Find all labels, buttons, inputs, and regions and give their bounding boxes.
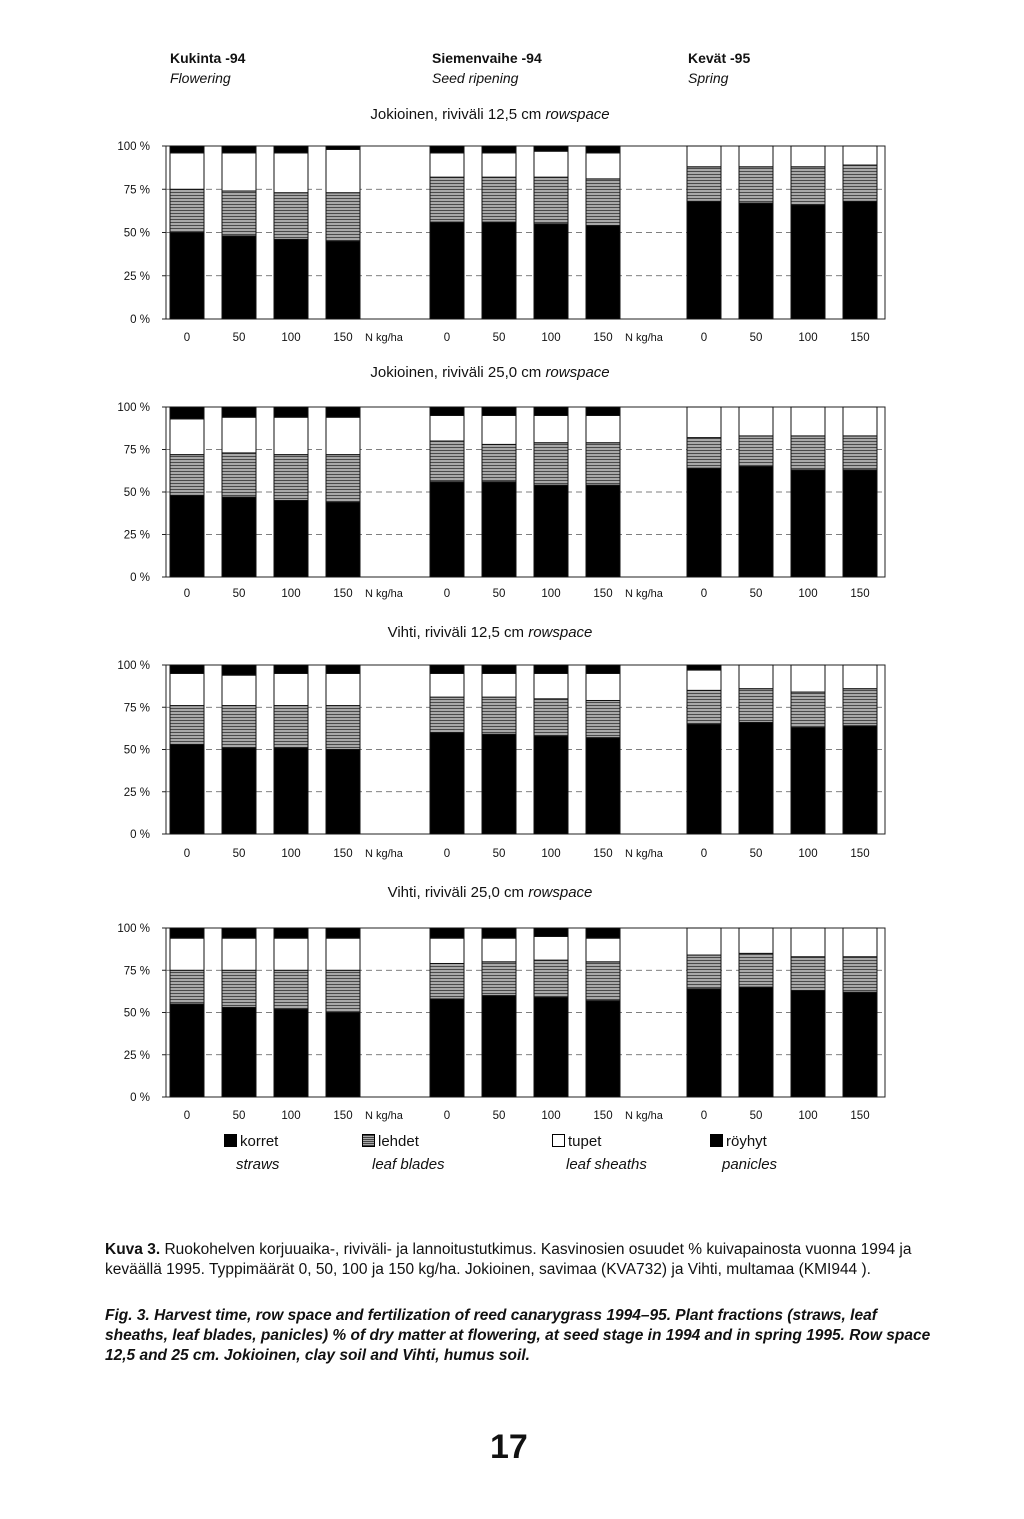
bar-segment-panicles <box>326 928 360 938</box>
bar-segment-straws <box>739 467 773 578</box>
x-tick-label: 0 <box>700 332 708 344</box>
bar-segment-leaf-blades <box>739 689 773 723</box>
bar-segment-panicles <box>482 928 516 938</box>
legend-en-panicles: panicles <box>722 1156 778 1173</box>
x-tick-label: 50 <box>749 848 763 860</box>
bar-segment-straws <box>222 236 256 319</box>
x-tick-label: 100 <box>798 848 818 860</box>
bar-segment-leaf-sheaths <box>430 938 464 963</box>
y-tick-label: 25 % <box>123 270 150 283</box>
bar-segment-leaf-blades <box>222 453 256 497</box>
bar-segment-leaf-sheaths <box>326 149 360 192</box>
x-tick-label: 50 <box>232 848 246 860</box>
bar-segment-leaf-blades <box>430 963 464 998</box>
bar-segment-leaf-blades <box>170 455 204 496</box>
bar-segment-leaf-sheaths <box>222 153 256 191</box>
x-tick-label: 50 <box>749 332 763 344</box>
legend-swatch-leaf-blades <box>362 1134 375 1147</box>
legend-item-leaf-blades <box>362 1133 419 1150</box>
bar-segment-leaf-sheaths <box>843 928 877 957</box>
bar-segment-leaf-sheaths <box>586 153 620 179</box>
bar-segment-panicles <box>326 146 360 149</box>
x-tick-label: 50 <box>749 588 763 600</box>
bar-segment-leaf-blades <box>274 706 308 748</box>
bar-segment-leaf-blades <box>326 970 360 1012</box>
bar-segment-panicles <box>586 665 620 673</box>
legend-item-straws <box>224 1133 278 1150</box>
bar-segment-panicles <box>586 146 620 153</box>
bar-segment-panicles <box>482 665 516 673</box>
bar-segment-leaf-sheaths <box>274 938 308 970</box>
x-tick-label: 100 <box>541 588 561 600</box>
y-tick-label: 25 % <box>123 786 150 799</box>
x-tick-label: 0 <box>443 1110 451 1122</box>
legend-item-leaf-sheaths <box>552 1133 601 1150</box>
caption-fi-text: Ruokohelven korjuuaika-, riviväli- ja lannoitustutkimus. Kasvinosien osuudet % kuivapainosta vuonna 1994 ja keväällä 1995. Typpimäärät 0, 50, 100 ja 150 kg/ha. Jokioinen, savimaa (KVA732) ja Vihti, multamaa (KMI944 ). <box>105 1241 912 1278</box>
y-tick-label: 0 % <box>130 1092 150 1104</box>
bar-segment-straws <box>586 226 620 319</box>
x-tick-label: 100 <box>798 1110 818 1122</box>
bar-segment-leaf-blades <box>534 960 568 997</box>
bar-segment-straws <box>222 497 256 577</box>
bar-segment-leaf-blades <box>586 443 620 486</box>
bar-segment-panicles <box>170 407 204 419</box>
bar-segment-straws <box>430 999 464 1097</box>
y-tick-label: 0 % <box>130 572 150 584</box>
bar-segment-panicles <box>482 146 516 153</box>
bar-segment-leaf-blades <box>482 697 516 734</box>
bar-segment-leaf-blades <box>430 697 464 732</box>
y-tick-label: 50 % <box>123 487 150 499</box>
x-tick-label: 0 <box>700 848 708 860</box>
y-tick-label: 50 % <box>123 744 150 757</box>
bar-segment-leaf-sheaths <box>739 665 773 689</box>
legend-item-panicles <box>710 1133 767 1150</box>
bar-segment-leaf-sheaths <box>687 670 721 690</box>
caption-finnish <box>105 1240 935 1280</box>
bar-segment-leaf-sheaths <box>843 665 877 689</box>
bar-segment-leaf-blades <box>430 177 464 222</box>
y-tick-label: 50 % <box>123 1007 150 1020</box>
x-unit-label: N kg/ha <box>625 1110 663 1122</box>
x-tick-label: 50 <box>232 332 246 344</box>
legend-label-leaf-sheaths: tupet <box>568 1133 602 1150</box>
bar-segment-leaf-blades <box>430 441 464 482</box>
bar-segment-straws <box>791 991 825 1097</box>
bar-segment-leaf-sheaths <box>791 928 825 957</box>
x-tick-label: 0 <box>700 1110 708 1122</box>
legend-swatch-leaf-sheaths <box>552 1134 565 1147</box>
bar-segment-straws <box>534 736 568 834</box>
bar-segment-straws <box>482 734 516 834</box>
bar-segment-panicles <box>430 928 464 938</box>
chart-title: Vihti, riviväli 25,0 cm rowspace <box>387 884 593 901</box>
legend-label-panicles: röyhyt <box>726 1133 767 1150</box>
y-tick-label: 25 % <box>123 529 150 542</box>
x-tick-label: 0 <box>700 588 708 600</box>
bar-segment-leaf-sheaths <box>687 146 721 167</box>
bar-segment-leaf-blades <box>791 167 825 205</box>
bar-segment-leaf-sheaths <box>222 417 256 453</box>
bar-segment-leaf-blades <box>843 436 877 470</box>
bar-segment-leaf-blades <box>326 455 360 503</box>
bar-segment-leaf-sheaths <box>791 407 825 436</box>
bar-segment-leaf-sheaths <box>534 151 568 177</box>
bar-segment-panicles <box>326 665 360 673</box>
bar-segment-panicles <box>170 928 204 938</box>
bar-segment-straws <box>170 744 204 834</box>
x-tick-label: 0 <box>183 588 191 600</box>
bar-segment-panicles <box>170 665 204 673</box>
bar-segment-panicles <box>586 407 620 416</box>
x-unit-label: N kg/ha <box>625 588 663 600</box>
bar-segment-straws <box>843 726 877 834</box>
x-tick-label: 150 <box>593 332 613 344</box>
bar-segment-panicles <box>534 665 568 673</box>
bar-segment-straws <box>687 201 721 319</box>
x-tick-label: 100 <box>798 588 818 600</box>
bar-segment-straws <box>534 485 568 577</box>
bar-segment-straws <box>687 989 721 1097</box>
bar-segment-straws <box>534 224 568 319</box>
x-tick-label: 100 <box>798 332 818 344</box>
bar-segment-leaf-blades <box>791 957 825 991</box>
bar-segment-leaf-sheaths <box>222 675 256 705</box>
legend-label-leaf-blades: lehdet <box>378 1133 419 1150</box>
x-tick-label: 150 <box>333 332 353 344</box>
bar-segment-leaf-sheaths <box>170 673 204 705</box>
caption-en-text: Harvest time, row space and fertilization of reed canarygrass 1994–95. Plant fractions (straws, leaf sheaths, leaf blades, panicles) % of dry matter at flowering, at seed stage in 1994 and in spring 1995. Row space 12,5 and 25 cm. Jokioinen, clay soil and Vihti, humus soil. <box>105 1307 931 1364</box>
bar-segment-straws <box>534 997 568 1097</box>
bar-segment-panicles <box>274 928 308 938</box>
bar-segment-panicles <box>222 928 256 938</box>
bar-segment-leaf-sheaths <box>687 928 721 955</box>
y-tick-label: 0 % <box>130 829 150 841</box>
x-tick-label: 150 <box>850 1110 870 1122</box>
bar-segment-straws <box>791 470 825 577</box>
bar-segment-straws <box>586 1001 620 1097</box>
header-flowering-en: Flowering <box>170 70 231 86</box>
bar-segment-panicles <box>326 407 360 417</box>
bar-segment-straws <box>326 241 360 319</box>
bar-segment-leaf-sheaths <box>482 673 516 697</box>
x-tick-label: 100 <box>281 332 301 344</box>
bar-segment-leaf-blades <box>586 179 620 226</box>
x-tick-label: 150 <box>850 848 870 860</box>
bar-segment-leaf-sheaths <box>739 146 773 167</box>
y-tick-label: 50 % <box>123 227 150 240</box>
bar-segment-panicles <box>222 146 256 153</box>
bar-segment-leaf-sheaths <box>482 153 516 177</box>
page-number: 17 <box>490 1428 528 1466</box>
bar-segment-leaf-blades <box>843 957 877 992</box>
bar-segment-leaf-blades <box>482 177 516 222</box>
x-tick-label: 100 <box>281 848 301 860</box>
bar-segment-leaf-blades <box>687 690 721 724</box>
x-tick-label: 150 <box>593 588 613 600</box>
caption-en-label: Fig. 3. <box>105 1307 150 1324</box>
bar-segment-leaf-sheaths <box>326 417 360 454</box>
bar-segment-straws <box>326 750 360 835</box>
bar-segment-leaf-blades <box>222 706 256 748</box>
bar-segment-straws <box>274 1009 308 1097</box>
x-tick-label: 0 <box>183 848 191 860</box>
bar-segment-panicles <box>430 146 464 153</box>
x-unit-label: N kg/ha <box>365 332 403 344</box>
x-tick-label: 50 <box>492 332 506 344</box>
y-tick-label: 25 % <box>123 1049 150 1062</box>
bar-segment-leaf-blades <box>482 962 516 996</box>
bar-segment-leaf-blades <box>170 706 204 745</box>
bar-segment-leaf-sheaths <box>843 146 877 165</box>
bar-segment-straws <box>791 205 825 319</box>
caption-fi-label: Kuva 3. <box>105 1241 161 1258</box>
legend-en-leaf-sheaths: leaf sheaths <box>566 1156 647 1173</box>
x-tick-label: 50 <box>232 1110 246 1122</box>
bar-segment-leaf-sheaths <box>170 938 204 970</box>
bar-segment-leaf-sheaths <box>843 407 877 436</box>
x-tick-label: 50 <box>492 1110 506 1122</box>
x-tick-label: 150 <box>850 332 870 344</box>
bar-segment-leaf-blades <box>482 444 516 481</box>
bar-segment-leaf-blades <box>586 700 620 737</box>
bar-segment-leaf-sheaths <box>791 146 825 167</box>
header-seed-fi: Siemenvaihe -94 <box>432 50 542 66</box>
legend-label-straws: korret <box>240 1133 279 1150</box>
x-unit-label: N kg/ha <box>365 588 403 600</box>
bar-segment-straws <box>687 468 721 577</box>
bar-segment-leaf-sheaths <box>326 673 360 705</box>
y-tick-label: 0 % <box>130 314 150 326</box>
y-tick-label: 100 % <box>117 923 150 935</box>
bar-segment-leaf-blades <box>534 177 568 224</box>
bar-segment-leaf-sheaths <box>739 928 773 953</box>
x-tick-label: 50 <box>492 848 506 860</box>
x-tick-label: 100 <box>281 588 301 600</box>
bar-segment-leaf-blades <box>791 692 825 727</box>
x-tick-label: 150 <box>593 848 613 860</box>
bar-segment-leaf-blades <box>739 167 773 203</box>
x-unit-label: N kg/ha <box>365 1110 403 1122</box>
bar-segment-leaf-blades <box>170 189 204 232</box>
bar-segment-straws <box>222 748 256 834</box>
bar-segment-leaf-sheaths <box>534 673 568 698</box>
y-tick-label: 100 % <box>117 402 150 414</box>
bar-segment-panicles <box>170 146 204 153</box>
header-spring-fi: Kevät -95 <box>688 50 751 66</box>
caption-english <box>105 1306 935 1366</box>
x-tick-label: 100 <box>541 332 561 344</box>
bar-segment-leaf-sheaths <box>430 673 464 697</box>
bar-segment-leaf-blades <box>326 706 360 750</box>
bar-segment-straws <box>739 203 773 319</box>
bar-segment-leaf-blades <box>739 953 773 987</box>
bar-segment-leaf-blades <box>687 438 721 469</box>
x-tick-label: 50 <box>232 588 246 600</box>
bar-segment-straws <box>482 222 516 319</box>
x-tick-label: 50 <box>492 588 506 600</box>
bar-segment-leaf-sheaths <box>586 416 620 443</box>
chart-title: Jokioinen, riviväli 12,5 cm rowspace <box>370 106 610 123</box>
bar-segment-leaf-blades <box>739 436 773 467</box>
bar-segment-leaf-blades <box>534 443 568 486</box>
bar-segment-straws <box>274 748 308 834</box>
x-tick-label: 100 <box>541 1110 561 1122</box>
bar-segment-straws <box>482 482 516 577</box>
bar-segment-straws <box>274 239 308 319</box>
bar-segment-leaf-sheaths <box>482 938 516 962</box>
bar-segment-leaf-blades <box>534 699 568 736</box>
bar-segment-leaf-sheaths <box>274 673 308 705</box>
bar-segment-leaf-blades <box>274 455 308 501</box>
bar-segment-straws <box>482 996 516 1097</box>
bar-segment-panicles <box>534 146 568 151</box>
bar-segment-straws <box>791 728 825 834</box>
bar-segment-straws <box>739 987 773 1097</box>
x-tick-label: 0 <box>443 848 451 860</box>
bar-segment-straws <box>326 502 360 577</box>
bar-segment-straws <box>843 201 877 319</box>
x-tick-label: 150 <box>333 588 353 600</box>
bar-segment-leaf-blades <box>843 689 877 726</box>
bar-segment-leaf-sheaths <box>170 419 204 455</box>
bar-segment-leaf-sheaths <box>739 407 773 436</box>
bar-segment-leaf-sheaths <box>687 407 721 438</box>
bar-segment-leaf-blades <box>843 165 877 201</box>
bar-segment-straws <box>170 1004 204 1097</box>
legend-en-straws: straws <box>236 1156 280 1173</box>
bar-segment-leaf-blades <box>586 962 620 1001</box>
bar-segment-leaf-blades <box>687 167 721 202</box>
x-tick-label: 150 <box>593 1110 613 1122</box>
bar-segment-leaf-sheaths <box>430 416 464 442</box>
bar-segment-leaf-sheaths <box>274 417 308 454</box>
bar-segment-straws <box>274 501 308 578</box>
bar-segment-straws <box>170 495 204 577</box>
bar-segment-leaf-sheaths <box>534 936 568 960</box>
bar-segment-panicles <box>430 407 464 416</box>
x-tick-label: 50 <box>749 1110 763 1122</box>
x-tick-label: 100 <box>541 848 561 860</box>
bar-segment-leaf-blades <box>274 193 308 240</box>
x-tick-label: 100 <box>281 1110 301 1122</box>
chart-title: Jokioinen, riviväli 25,0 cm rowspace <box>370 364 610 381</box>
bar-segment-leaf-blades <box>687 955 721 989</box>
bar-segment-leaf-sheaths <box>326 938 360 970</box>
x-tick-label: 0 <box>443 332 451 344</box>
header-spring-en: Spring <box>688 70 729 86</box>
x-tick-label: 0 <box>443 588 451 600</box>
bar-segment-panicles <box>534 928 568 936</box>
x-tick-label: 150 <box>333 848 353 860</box>
y-tick-label: 75 % <box>123 444 150 457</box>
y-tick-label: 75 % <box>123 184 150 197</box>
header-seed-en: Seed ripening <box>432 70 519 86</box>
bar-segment-straws <box>843 470 877 577</box>
x-unit-label: N kg/ha <box>625 848 663 860</box>
bar-segment-leaf-sheaths <box>222 938 256 970</box>
bar-segment-leaf-sheaths <box>274 153 308 193</box>
bar-segment-straws <box>326 1013 360 1098</box>
bar-segment-leaf-sheaths <box>586 938 620 962</box>
bar-segment-leaf-sheaths <box>430 153 464 177</box>
bar-segment-straws <box>170 233 204 320</box>
bar-segment-panicles <box>687 665 721 670</box>
bar-segment-leaf-sheaths <box>586 673 620 700</box>
bar-segment-panicles <box>274 146 308 153</box>
bar-segment-leaf-blades <box>222 970 256 1007</box>
x-tick-label: 150 <box>850 588 870 600</box>
bar-segment-leaf-sheaths <box>482 416 516 445</box>
bar-segment-panicles <box>586 928 620 938</box>
bar-segment-straws <box>430 482 464 577</box>
bar-segment-leaf-blades <box>791 436 825 470</box>
x-tick-label: 150 <box>333 1110 353 1122</box>
bar-segment-panicles <box>274 407 308 417</box>
bar-segment-leaf-blades <box>170 970 204 1004</box>
bar-segment-leaf-blades <box>326 193 360 241</box>
bar-segment-straws <box>586 738 620 834</box>
bar-segment-straws <box>430 222 464 319</box>
y-tick-label: 100 % <box>117 141 150 153</box>
bar-segment-panicles <box>534 407 568 416</box>
bar-segment-leaf-sheaths <box>791 665 825 692</box>
legend-swatch-panicles <box>710 1134 723 1147</box>
x-tick-label: 0 <box>183 332 191 344</box>
header-flowering-fi: Kukinta -94 <box>170 50 246 66</box>
bar-segment-straws <box>687 724 721 834</box>
bar-segment-leaf-sheaths <box>170 153 204 189</box>
bar-segment-leaf-blades <box>222 191 256 236</box>
y-tick-label: 75 % <box>123 965 150 978</box>
bar-segment-straws <box>843 992 877 1097</box>
bar-segment-panicles <box>274 665 308 673</box>
bar-segment-panicles <box>482 407 516 416</box>
bar-segment-straws <box>739 722 773 834</box>
bar-segment-straws <box>430 733 464 834</box>
bar-segment-panicles <box>430 665 464 673</box>
bar-segment-leaf-blades <box>274 970 308 1009</box>
bar-segment-panicles <box>222 665 256 675</box>
bar-segment-straws <box>586 485 620 577</box>
bar-segment-straws <box>222 1007 256 1097</box>
x-tick-label: 0 <box>183 1110 191 1122</box>
bar-segment-leaf-sheaths <box>534 416 568 443</box>
bar-segment-panicles <box>222 407 256 417</box>
legend-swatch-straws <box>224 1134 237 1147</box>
y-tick-label: 75 % <box>123 702 150 715</box>
y-tick-label: 100 % <box>117 660 150 672</box>
chart-title: Vihti, riviväli 12,5 cm rowspace <box>387 624 593 641</box>
x-unit-label: N kg/ha <box>365 848 403 860</box>
legend-en-leaf-blades: leaf blades <box>372 1156 445 1173</box>
x-unit-label: N kg/ha <box>625 332 663 344</box>
